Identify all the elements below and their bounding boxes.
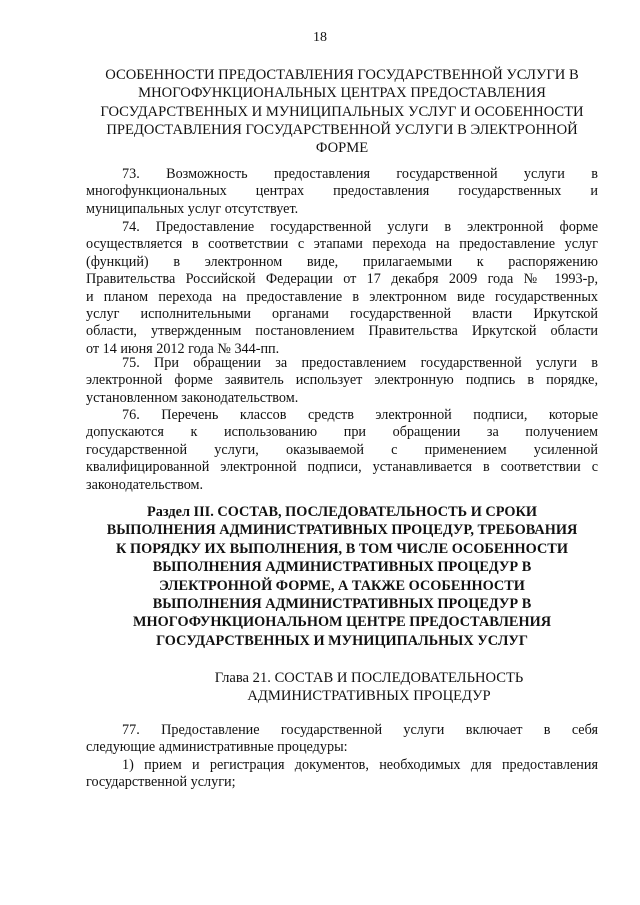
paragraph-line: 75. При обращении за предоставлением государственной услуги в	[122, 355, 598, 371]
paragraph-77	[86, 722, 598, 757]
paragraph-line: Правительства Российской Федерации от 17 декабря 2009 года № 1993-р,	[86, 271, 598, 288]
chapter-heading	[140, 669, 598, 706]
paragraph-line: муниципальных услуг отсутствует.	[86, 200, 299, 217]
paragraph-73	[86, 166, 598, 218]
heading-line: ОСОБЕННОСТИ ПРЕДОСТАВЛЕНИЯ ГОСУДАРСТВЕННОЙ УСЛУГИ В	[105, 67, 579, 83]
heading-line: ВЫПОЛНЕНИЯ АДМИНИСТРАТИВНЫХ ПРОЦЕДУР, ТРЕБОВАНИЯ	[106, 522, 578, 539]
paragraph-line: электронной форме заявитель использует электронную подпись в порядке,	[86, 372, 598, 389]
paragraph-74	[86, 219, 598, 358]
paragraph-line: допускаются к использованию при обращении за получением	[86, 424, 598, 441]
paragraph-line: (функций) в электронном виде, прилагаемыми к распоряжению	[86, 253, 598, 270]
paragraph-line: и планом перехода на предоставление в электронном виде государственных	[86, 288, 598, 305]
paragraph-line: области, утвержденным постановлением Правительства Иркутской области	[86, 323, 598, 340]
paragraph-line: 77. Предоставление государственной услуги включает в себя	[122, 722, 598, 738]
heading-line: АДМИНИСТРАТИВНЫХ ПРОЦЕДУР	[247, 688, 491, 705]
paragraph-line: услуг исполнительными органами государственной власти Иркутской	[86, 305, 598, 322]
heading-line: ВЫПОЛНЕНИЯ АДМИНИСТРАТИВНЫХ ПРОЦЕДУР В	[152, 559, 532, 576]
heading-line: ЭЛЕКТРОННОЙ ФОРМЕ, А ТАКЖЕ ОСОБЕННОСТИ	[159, 577, 525, 594]
list-item-1	[86, 757, 598, 792]
paragraph-line: 1) прием и регистрация документов, необходимых для предоставления	[122, 757, 598, 773]
paragraph-line: государственной услуги, оказываемой с применением усиленной	[86, 441, 598, 458]
paragraph-line: осуществляется в соответствии с этапами перехода на предоставление услуг	[86, 236, 598, 253]
paragraph-line: от 14 июня 2012 года № 344-пп.	[86, 340, 280, 357]
paragraph-line: 74. Предоставление государственной услуги в электронной форме	[122, 219, 598, 235]
paragraph-line: государственной услуги;	[86, 774, 236, 791]
paragraph-76	[86, 407, 598, 494]
heading-line: Раздел III. СОСТАВ, ПОСЛЕДОВАТЕЛЬНОСТЬ И СРОКИ	[147, 504, 537, 520]
paragraph-75	[86, 355, 598, 407]
heading-line: ФОРМЕ	[315, 140, 369, 157]
part-heading	[86, 503, 598, 650]
heading-line: МНОГОФУНКЦИОНАЛЬНОМ ЦЕНТРЕ ПРЕДОСТАВЛЕНИЯ	[132, 614, 552, 631]
paragraph-line: установленном законодательством.	[86, 389, 299, 406]
section-heading	[86, 66, 598, 157]
heading-line: ГОСУДАРСТВЕННЫХ И МУНИЦИПАЛЬНЫХ УСЛУГ И ОСОБЕННОСТИ	[100, 103, 584, 120]
paragraph-line: 76. Перечень классов средств электронной подписи, которые	[122, 407, 598, 423]
heading-line: ВЫПОЛНЕНИЯ АДМИНИСТРАТИВНЫХ ПРОЦЕДУР В	[152, 596, 532, 613]
heading-line: МНОГОФУНКЦИОНАЛЬНЫХ ЦЕНТРАХ ПРЕДОСТАВЛЕНИЯ	[138, 85, 546, 102]
paragraph-line: многофункциональных центрах предоставления государственных и	[86, 183, 598, 200]
heading-line: ПРЕДОСТАВЛЕНИЯ ГОСУДАРСТВЕННОЙ УСЛУГИ В ЭЛЕКТРОННОЙ	[106, 121, 578, 138]
paragraph-line: следующие административные процедуры:	[86, 739, 348, 756]
heading-line: К ПОРЯДКУ ИХ ВЫПОЛНЕНИЯ, В ТОМ ЧИСЛЕ ОСОБЕННОСТИ	[116, 540, 568, 557]
heading-line: Глава 21. СОСТАВ И ПОСЛЕДОВАТЕЛЬНОСТЬ	[214, 670, 524, 686]
paragraph-line: законодательством.	[86, 476, 204, 493]
heading-line: ГОСУДАРСТВЕННЫХ И МУНИЦИПАЛЬНЫХ УСЛУГ	[156, 632, 528, 649]
paragraph-line: квалифицированной электронной подписи, устанавливается в соответствии с	[86, 459, 598, 476]
paragraph-line: 73. Возможность предоставления государственной услуги в	[122, 166, 598, 182]
page-number: 18	[313, 30, 327, 45]
